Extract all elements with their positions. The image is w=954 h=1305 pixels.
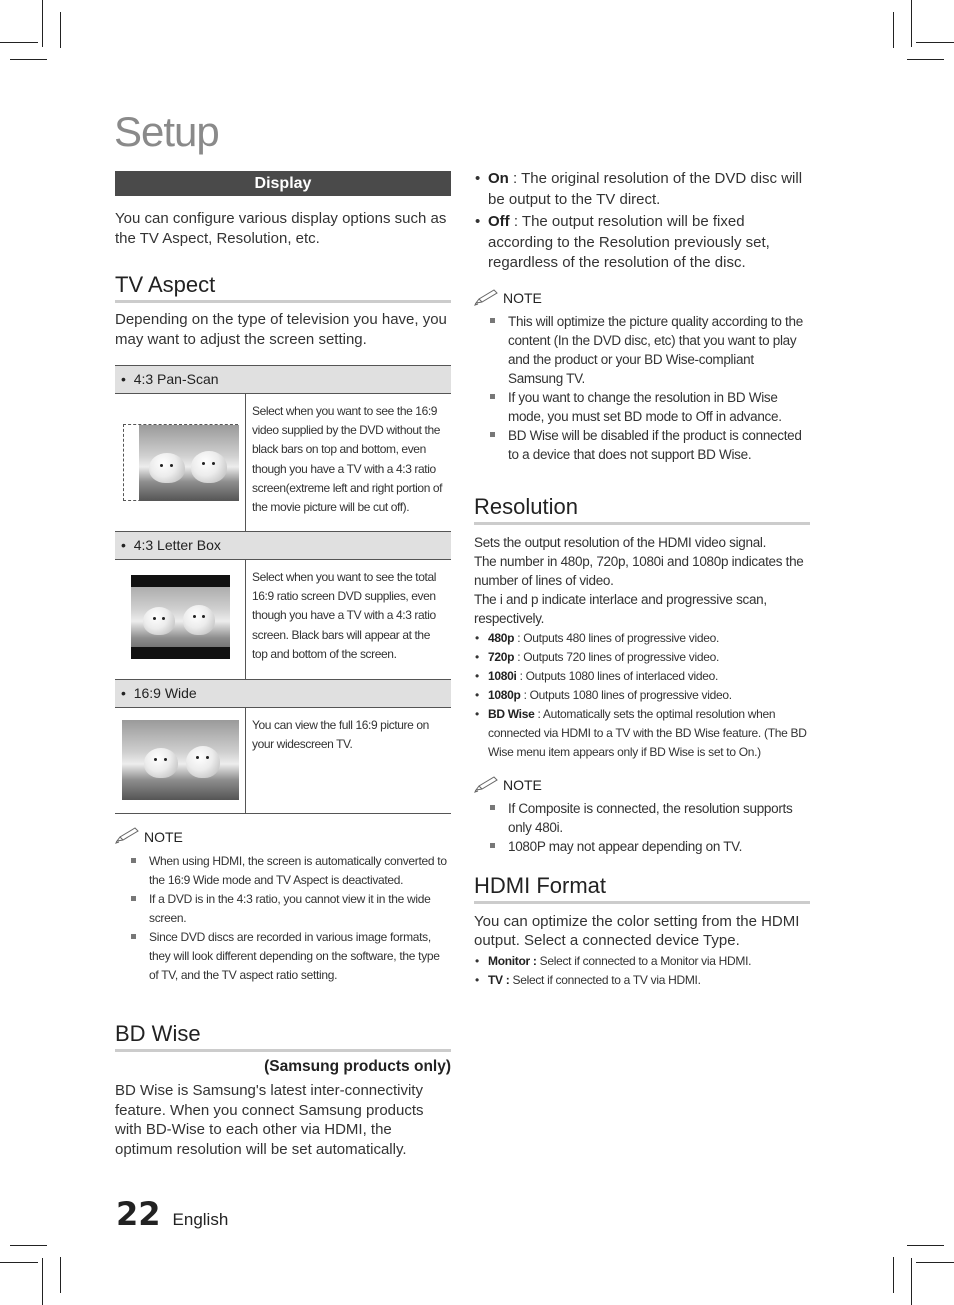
page-footer [116, 1195, 228, 1233]
list-item: This will optimize the picture quality according to the content (In the DVD disc, etc) that you want to play and the product or your BD Wise-compliant Samsung TV. [474, 312, 810, 388]
puppies-image [139, 425, 239, 501]
list-item: BD Wise will be disabled if the product is connected to a device that does not support BD Wise. [474, 426, 810, 464]
list-item: • Off : The output resolution will be fixed according to the Resolution previously set, regardless of the resolution of the disc. [475, 213, 770, 271]
list-item: 1080P may not appear depending on TV. [474, 837, 810, 856]
option-row-wide: • 16:9 Wide [115, 680, 451, 708]
wide-illustration [115, 708, 246, 813]
list-item: If a DVD is in the 4:3 ratio, you cannot view it in the wide screen. [115, 890, 451, 928]
pan-scan-illustration [115, 394, 246, 531]
bd-wise-subheading: (Samsung products only) [264, 1058, 451, 1075]
puppy [186, 746, 220, 778]
crop-mark [907, 1245, 944, 1246]
resolution-line: The number in 480p, 720p, 1080i and 1080p indicates the number of lines of video. [474, 553, 804, 588]
crop-mark [911, 1258, 912, 1305]
page-language: English [172, 1210, 229, 1229]
crop-mark [10, 59, 47, 60]
note-label: NOTE [503, 777, 542, 793]
puppy [143, 607, 175, 635]
bd-wise-notes [474, 312, 810, 464]
crop-mark [60, 12, 61, 48]
letter-box-illustration [115, 560, 246, 679]
display-banner: Display [115, 171, 451, 196]
crop-mark [916, 42, 954, 43]
bd-wise-body: BD Wise is Samsung's latest inter-connectivity feature. When you connect Samsung products with BD-Wise to each other via HDMI, the optimum resolution will be set automatically. [115, 1082, 424, 1158]
crop-mark [893, 12, 894, 48]
option-desc: Select when you want to see the total 16:9 ratio screen DVD supplies, even though you have a TV with a 4:3 ratio screen. Black bars will appear at the top and bottom of the screen. [252, 570, 436, 661]
option-body-letter-box [115, 560, 451, 680]
list-item: If you want to change the resolution in BD Wise mode, you must set BD mode to Off in advance. [474, 388, 810, 426]
aspect-options-table [115, 365, 451, 814]
option-label: 4:3 Letter Box [133, 537, 221, 553]
bd-wise-note-head [474, 288, 810, 309]
list-item: • 1080i : Outputs 1080 lines of interlaced video. [475, 668, 719, 683]
crop-mark [60, 1257, 61, 1293]
puppy [183, 605, 215, 635]
crop-mark [42, 1258, 43, 1305]
left-column [115, 171, 451, 1159]
crop-mark [907, 59, 944, 60]
crop-mark [893, 1257, 894, 1293]
crop-mark [916, 1262, 954, 1263]
option-desc: Select when you want to see the 16:9 video supplied by the DVD without the black bars on top and bottom, even though you have a TV with a 4:3 ratio screen(extreme left and right portion of the movie picture will be cut off). [252, 404, 443, 515]
puppy [149, 453, 185, 483]
option-desc: You can view the full 16:9 picture on your widescreen TV. [252, 718, 429, 752]
bd-wise-heading: BD Wise [115, 1021, 451, 1052]
pencil-icon [474, 288, 500, 309]
list-item: If Composite is connected, the resolution supports only 480i. [474, 799, 810, 837]
puppy [191, 451, 227, 483]
resolution-line: Sets the output resolution of the HDMI video signal. [474, 534, 767, 550]
option-row-letter-box: • 4:3 Letter Box [115, 532, 451, 560]
list-item: When using HDMI, the screen is automatically converted to the 16:9 Wide mode and TV Aspect is deactivated. [115, 852, 451, 890]
crop-mark [911, 0, 912, 47]
puppies-image [122, 720, 239, 800]
crop-mark [10, 1245, 47, 1246]
option-label: 4:3 Pan-Scan [133, 371, 219, 387]
hdmi-format-options [474, 952, 810, 990]
display-intro: You can configure various display options such as the TV Aspect, Resolution, etc. [115, 210, 447, 247]
bd-wise-options [474, 169, 810, 274]
pencil-icon [115, 826, 141, 847]
option-body-pan-scan [115, 394, 451, 532]
list-item: • 720p : Outputs 720 lines of progressive video. [475, 649, 720, 664]
tv-aspect-notes [115, 852, 451, 985]
resolution-note-head [474, 775, 810, 796]
option-body-wide [115, 708, 451, 813]
tv-aspect-intro: Depending on the type of television you have, you may want to adjust the screen setting. [115, 311, 447, 348]
resolution-options [474, 629, 810, 762]
resolution-notes [474, 799, 810, 856]
tv-aspect-note-head [115, 826, 451, 847]
page-title: Setup [114, 108, 219, 155]
crop-mark [0, 1262, 38, 1263]
list-item: • 1080p : Outputs 1080 lines of progressive video. [475, 687, 732, 702]
hdmi-format-intro: You can optimize the color setting from the HDMI output. Select a connected device Type. [474, 912, 800, 949]
resolution-line: The i and p indicate interlace and progressive scan, respectively. [474, 591, 767, 626]
note-label: NOTE [503, 290, 542, 306]
note-label: NOTE [144, 828, 183, 845]
list-item: • TV : Select if connected to a TV via HDMI. [475, 972, 701, 987]
hdmi-format-heading: HDMI Format [474, 873, 810, 904]
right-column [474, 169, 810, 990]
puppy [144, 748, 178, 778]
pencil-icon [474, 775, 500, 796]
resolution-heading: Resolution [474, 494, 810, 525]
crop-mark [0, 42, 38, 43]
list-item: • On : The original resolution of the DVD disc will be output to the TV direct. [475, 170, 803, 208]
option-row-pan-scan: • 4:3 Pan-Scan [115, 366, 451, 394]
crop-mark [42, 0, 43, 47]
list-item: Since DVD discs are recorded in various image formats, they will look different depending on the software, the type of TV, and the TV aspect ratio setting. [115, 928, 451, 985]
list-item: • Monitor : Select if connected to a Monitor via HDMI. [475, 953, 752, 968]
page-number: 22 [116, 1195, 161, 1233]
option-label: 16:9 Wide [133, 685, 197, 701]
list-item: • 480p : Outputs 480 lines of progressive video. [475, 630, 720, 645]
list-item: • BD Wise : Automatically sets the optimal resolution when connected via HDMI to a TV with the BD Wise feature. (The BD Wise menu item appears only if BD Wise is set to On.) [475, 706, 807, 759]
puppies-image [131, 575, 230, 659]
resolution-intro [474, 533, 810, 628]
tv-aspect-heading: TV Aspect [115, 272, 451, 303]
